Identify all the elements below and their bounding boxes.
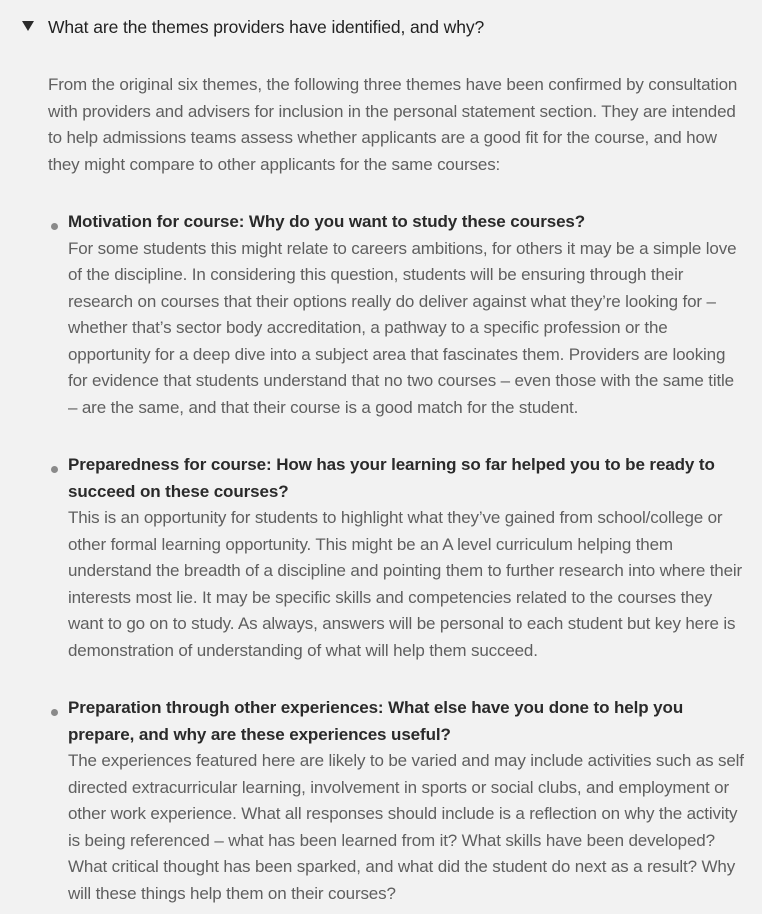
themes-list xyxy=(48,209,744,907)
bullet-icon xyxy=(51,223,58,230)
accordion-title[interactable]: What are the themes providers have identified, and why? xyxy=(48,17,485,37)
accordion-toggle[interactable] xyxy=(0,0,762,38)
theme-text: For some students this might relate to careers ambitions, for others it may be a simple love of the discipline. In considering this question, students will be ensuring through their research on courses that their options really do deliver against what they’re looking for – whether that’s sector body accreditation, a pathway to a specific profession or the opportunity for a deep dive into a subject area that fascinates them. Providers are looking for evidence that students understand that no two courses – even those with the same title – are the same, and that their course is a good match for the student. xyxy=(68,238,737,417)
theme-text: This is an opportunity for students to highlight what they’ve gained from school/college or other formal learning opportunity. This might be an A level curriculum helping them understand the breadth of a discipline and pointing them to further research into where their interests most lie. It may be specific skills and competencies related to the courses they want to go on to study. As always, answers will be personal to each student but key here is demonstration of understanding of what will help them succeed. xyxy=(68,508,743,660)
caret-down-icon[interactable] xyxy=(22,21,34,31)
intro-paragraph: From the original six themes, the following three themes have been confirmed by consultation with providers and advisers for inclusion in the personal statement section. They are intended to help admissions teams assess whether applicants are a good fit for the course, and how they might compare to other applicants for the same courses: xyxy=(48,75,738,174)
bullet-icon xyxy=(51,709,58,716)
bullet-icon xyxy=(51,466,58,473)
list-item xyxy=(48,695,744,907)
theme-text: The experiences featured here are likely to be varied and may include activities such as self directed extracurricular learning, involvement in sports or social clubs, and employment or other work experience. What all responses should include is a reflection on why the activity is being referenced – what has been learned from it? What skills have been developed? What critical thought has been sparked, and what did the student do next as a result? Why will these things help them on their courses? xyxy=(68,751,744,903)
accordion-content xyxy=(0,38,762,907)
list-item xyxy=(48,452,744,664)
theme-heading: Motivation for course: Why do you want to study these courses? xyxy=(68,212,586,231)
list-item xyxy=(48,209,744,421)
theme-heading: Preparedness for course: How has your learning so far helped you to be ready to succeed on these courses? xyxy=(68,455,715,501)
theme-heading: Preparation through other experiences: What else have you done to help you prepare, and why are these experiences useful? xyxy=(68,698,684,744)
